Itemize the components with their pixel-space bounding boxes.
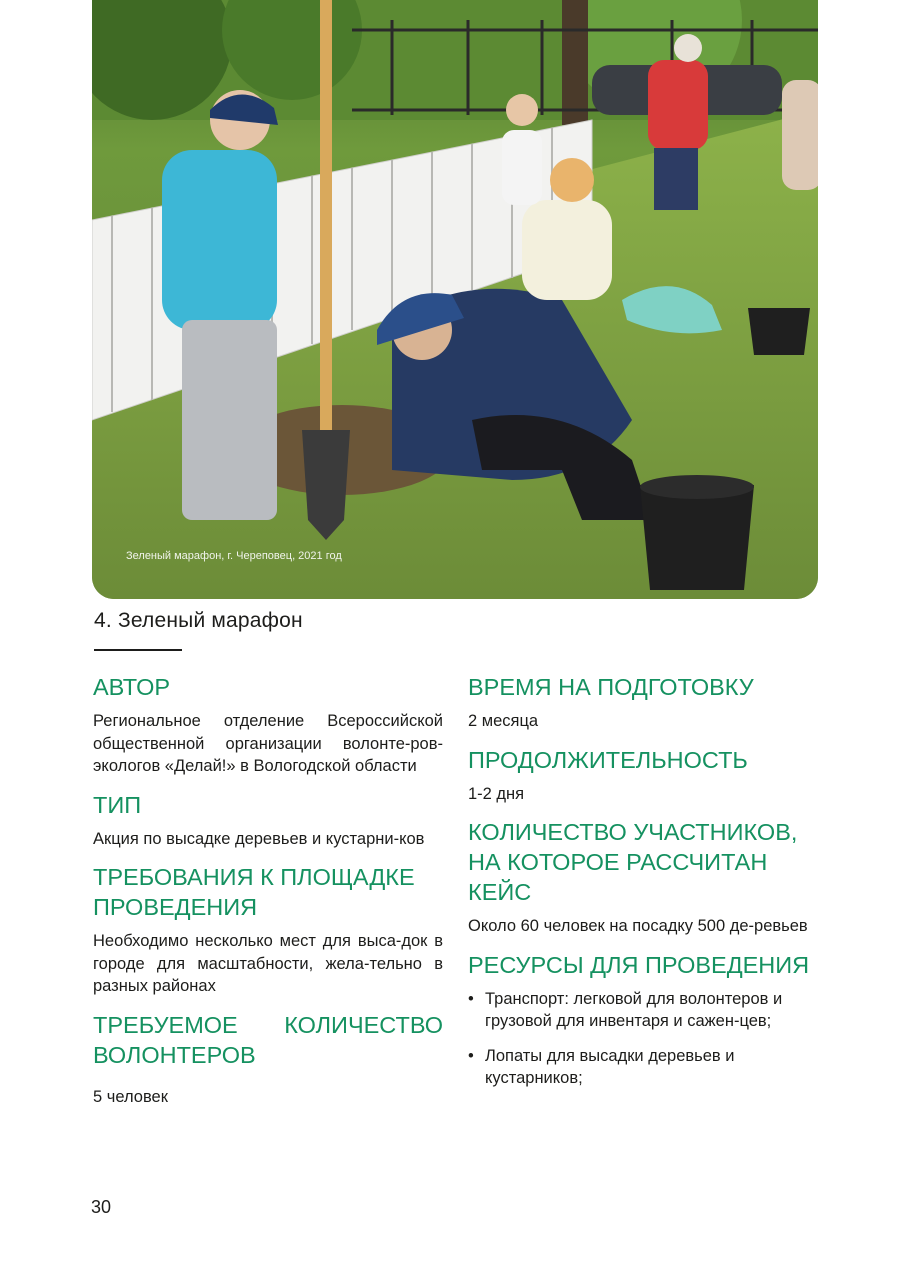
volunteers-heading-word-3: ВОЛОНТЕРОВ [93,1041,256,1068]
author-heading: АВТОР [93,674,171,700]
duration-heading: ПРОДОЛЖИТЕЛЬНОСТЬ [468,746,748,773]
section-title: 4. Зеленый марафон [94,609,303,632]
volunteers-text: 5 человек [93,1087,168,1106]
photo-caption: Зеленый марафон, г. Череповец, 2021 год [126,550,342,562]
venue-text: Необходимо несколько мест для выса-док в городе для масштабности, жела-тельно в разных районах [93,932,443,995]
prep-time-text: 2 месяца [468,712,539,730]
participants-heading: КОЛИЧЕСТВО УЧАСТНИКОВ, НА КОТОРОЕ РАССЧИТАН КЕЙС [468,819,798,905]
type-text: Акция по высадке деревьев и кустарни-ков [93,829,425,848]
right-column [468,672,818,1102]
list-item: • Лопаты для высадки деревьев и кустарников; [468,1045,818,1090]
venue-heading: ТРЕБОВАНИЯ К ПЛОЩАДКЕ ПРОВЕДЕНИЯ [93,864,415,920]
participants-text: Около 60 человек на посадку 500 де-ревьев [468,917,808,935]
volunteers-heading-word-1: ТРЕБУЕМОЕ [93,1011,238,1038]
title-underline [94,649,182,651]
page-number: 30 [91,1197,112,1217]
list-item: • Транспорт: легковой для волонтеров и грузовой для инвентаря и сажен-цев; [468,988,818,1033]
resources-heading: РЕСУРСЫ ДЛЯ ПРОВЕДЕНИЯ [468,951,810,978]
duration-text: 1-2 дня [468,784,525,803]
tree-planting-photo [92,0,818,599]
volunteers-heading-word-2: КОЛИЧЕСТВО [284,1011,443,1038]
photo-illustration [92,0,818,599]
volunteers-heading [93,1010,443,1070]
author-text: Региональное отделение Всероссийской общественной организации волонте-ров-экологов «Делай!» в Вологодской области [93,712,443,775]
type-heading: ТИП [93,791,142,818]
resources-list [468,988,818,1090]
left-column [93,672,443,1120]
prep-time-heading: ВРЕМЯ НА ПОДГОТОВКУ [468,674,754,700]
